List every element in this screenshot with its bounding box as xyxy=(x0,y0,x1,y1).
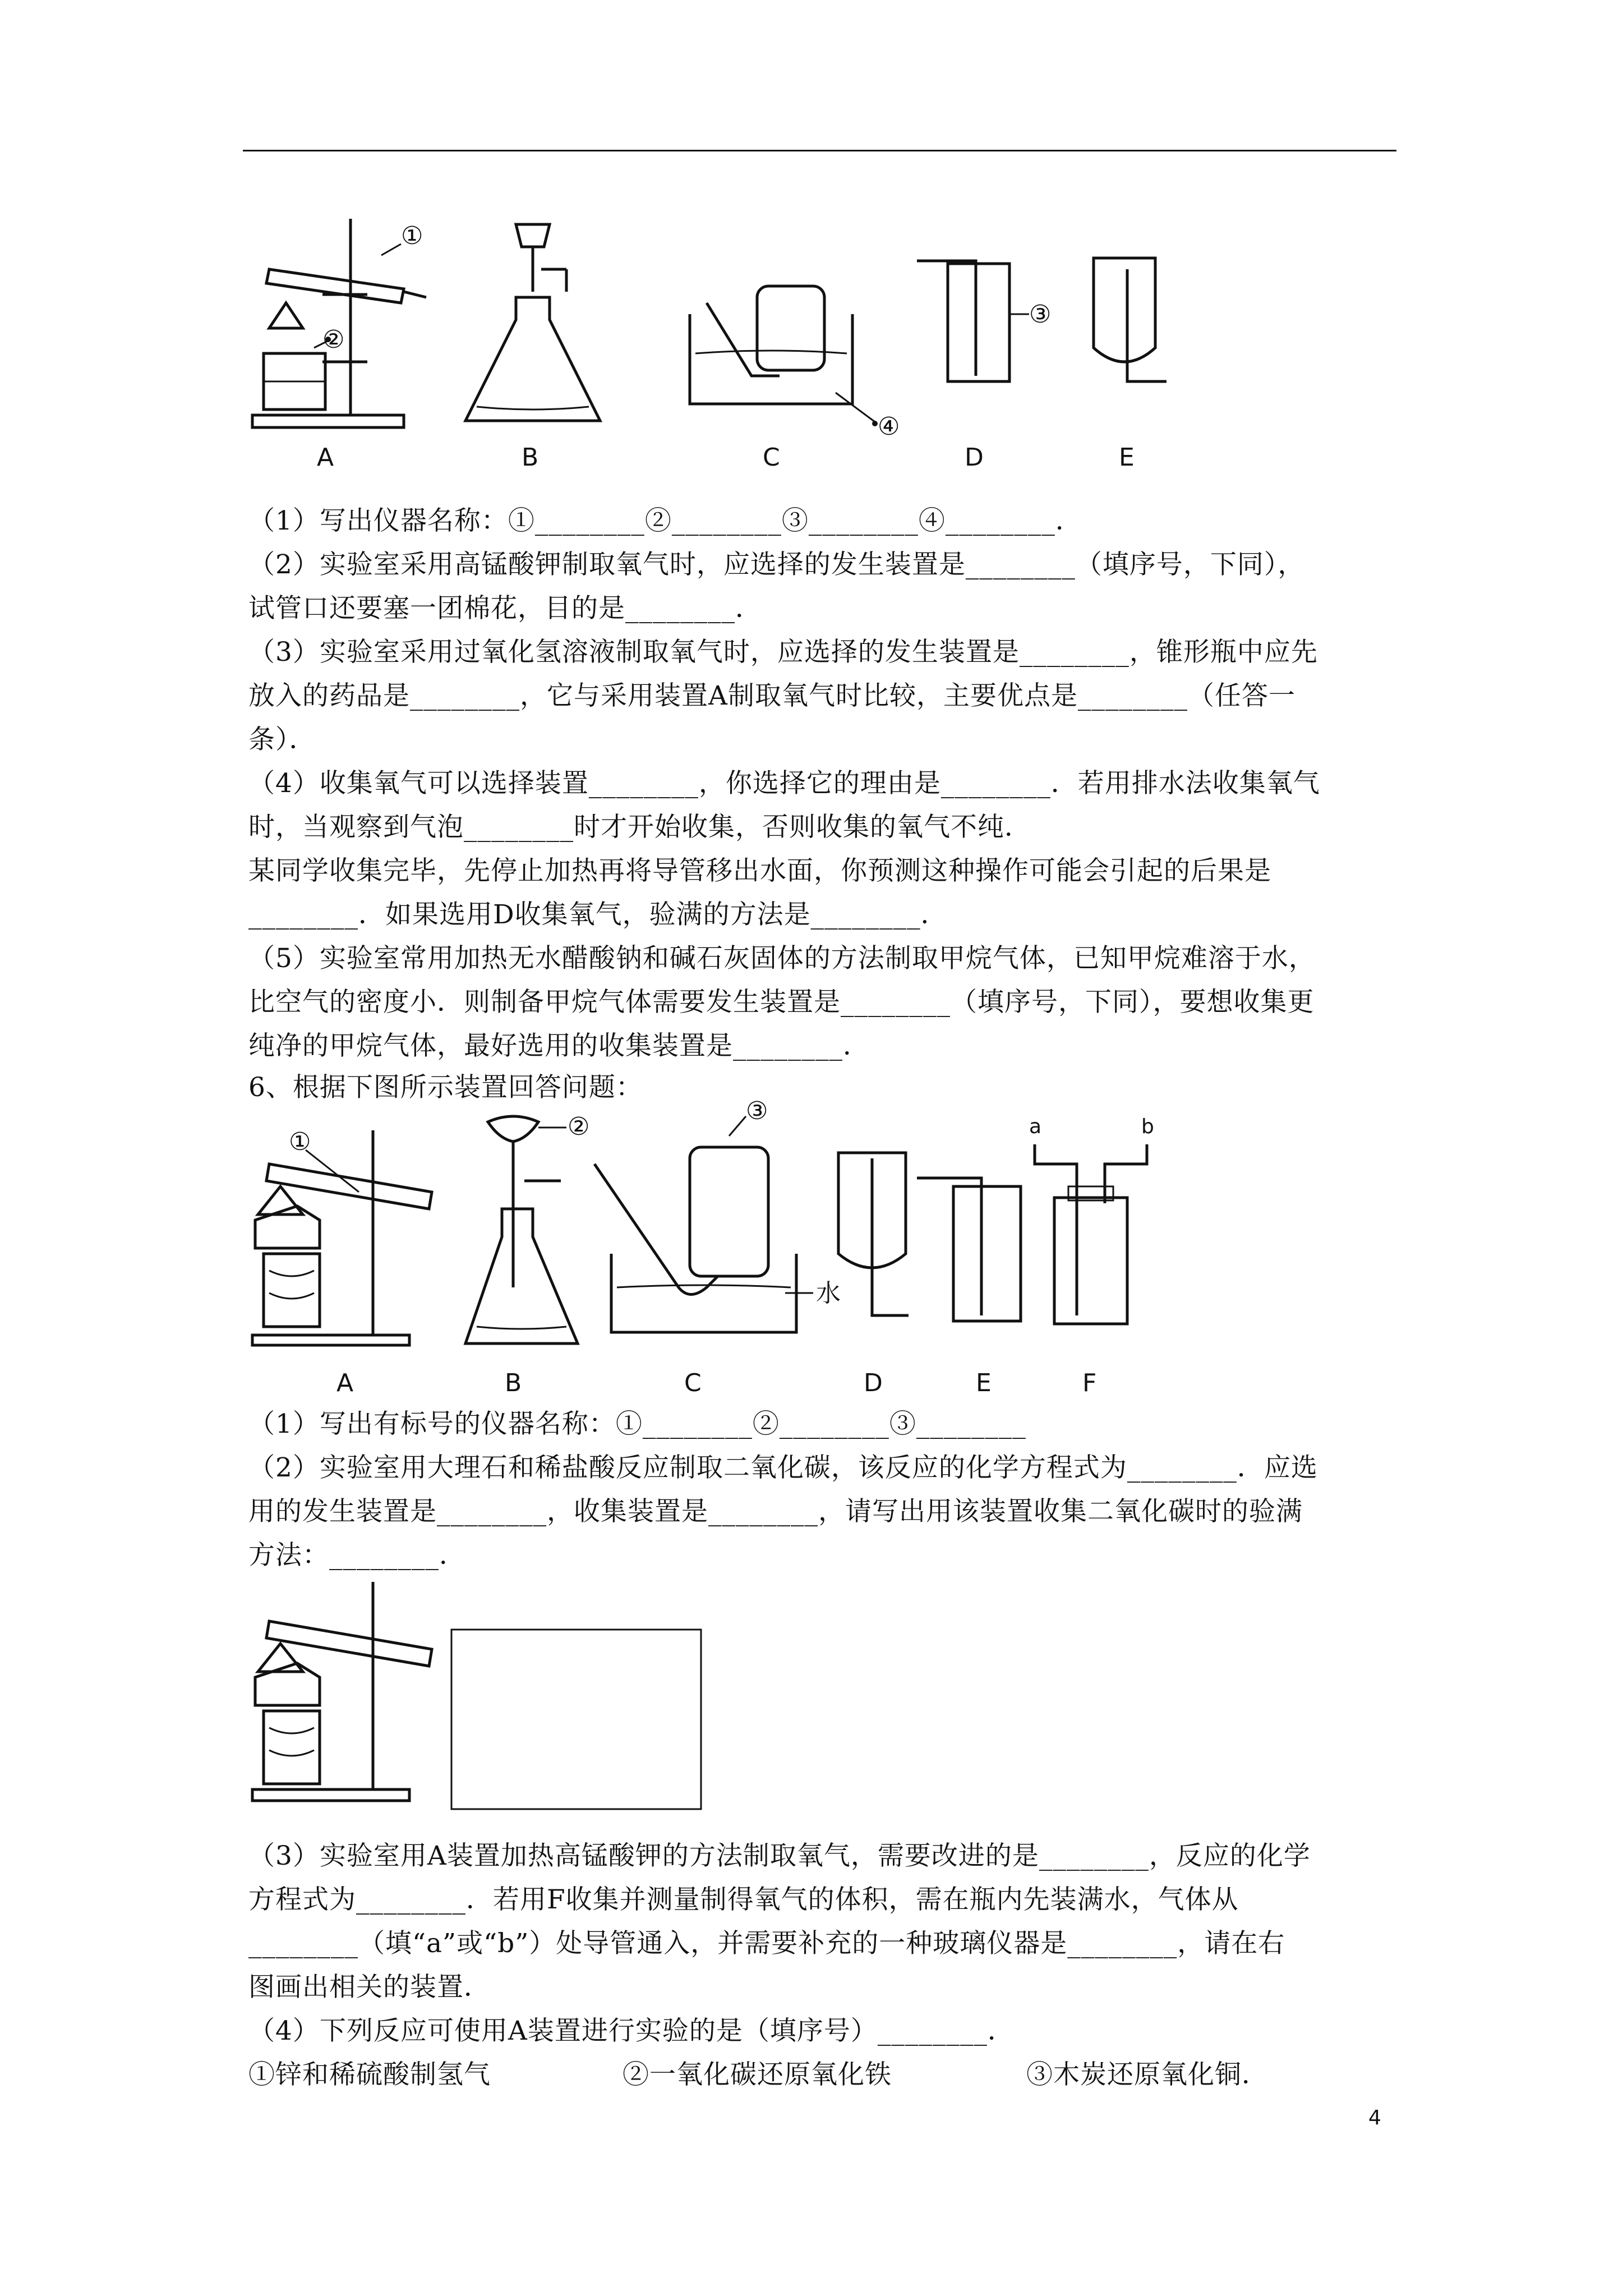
q6-marker-3: ③ xyxy=(746,1097,768,1125)
label-e: E xyxy=(1119,443,1135,472)
q6-line-1: （1）写出有标号的仪器名称：①________②________③________ xyxy=(248,1409,1026,1439)
q6-option-2: ②一氧化碳还原氧化铁 xyxy=(623,2059,892,2090)
marker-3: ③ xyxy=(1029,300,1052,329)
apparatus-e2-drawing xyxy=(917,1178,1021,1321)
water-label: 水 xyxy=(816,1279,841,1308)
q6-line-4: 方法：________． xyxy=(248,1540,466,1571)
q6-line-8: 图画出相关的装置． xyxy=(248,1972,491,2003)
label-b: B xyxy=(522,443,539,472)
q6-label-e: E xyxy=(976,1369,992,1397)
figure-apparatus-3 xyxy=(247,1582,718,1818)
apparatus-c2-drawing xyxy=(594,1116,813,1332)
q6-line-7: ________（填“a”或“b”）处导管通入，并需要补充的一种玻璃仪器是________，请在右 xyxy=(248,1928,1285,1959)
apparatus-b2-drawing xyxy=(465,1116,578,1343)
label-d: D xyxy=(965,443,984,472)
apparatus-e-drawing xyxy=(1094,258,1166,381)
marker-1: ① xyxy=(401,222,423,250)
page-number: 4 xyxy=(1368,2106,1381,2129)
q6-option-1: ①锌和稀硫酸制氢气 xyxy=(248,2059,491,2090)
apparatus-c-drawing xyxy=(690,286,878,426)
label-c: C xyxy=(763,443,780,472)
q5-line-8: 时，当观察到气泡________时才开始收集，否则收集的氧气不纯． xyxy=(248,812,1031,843)
port-a-label: a xyxy=(1029,1115,1042,1138)
q5-line-7: （4）收集氧气可以选择装置________，你选择它的理由是________．若用排水法收集氧气 xyxy=(248,768,1320,799)
q5-line-9: 某同学收集完毕，先停止加热再将导管移出水面，你预测这种操作可能会引起的后果是 xyxy=(248,855,1271,886)
q6-label-c: C xyxy=(684,1369,702,1397)
q5-line-4: （3）实验室采用过氧化氢溶液制取氧气时，应选择的发生装置是________，锥形瓶中应先 xyxy=(248,637,1318,668)
label-a: A xyxy=(317,443,334,472)
figure-apparatus-1 xyxy=(247,213,1200,482)
q6-label-b: B xyxy=(505,1369,522,1397)
marker-2: ② xyxy=(322,325,345,354)
apparatus-d2-drawing xyxy=(838,1153,909,1315)
figure-apparatus-2 xyxy=(247,1097,1256,1400)
q5-line-13: 纯净的甲烷气体，最好选用的收集装置是________． xyxy=(248,1030,870,1061)
apparatus-f2-drawing xyxy=(1035,1144,1147,1324)
q6-line-5: （3）实验室用A装置加热高锰酸钾的方法制取氧气，需要改进的是________，反应的化学 xyxy=(248,1841,1311,1871)
q6-option-3: ③木炭还原氧化铜． xyxy=(1026,2059,1269,2090)
q6-label-a: A xyxy=(336,1369,354,1397)
q5-line-1: （1）写出仪器名称：①________②________③________④________． xyxy=(248,505,1082,536)
q5-line-6: 条）． xyxy=(248,724,316,755)
q5-line-11: （5）实验室常用加热无水醋酸钠和碱石灰固体的方法制取甲烷气体，已知甲烷难溶于水， xyxy=(248,943,1316,974)
q6-marker-2: ② xyxy=(568,1112,590,1141)
q5-line-2: （2）实验室采用高锰酸钾制取氧气时，应选择的发生装置是________（填序号，下同）， xyxy=(248,549,1305,580)
q6-label-f: F xyxy=(1082,1369,1097,1397)
q5-line-10: ________．如果选用D收集氧气，验满的方法是________． xyxy=(248,899,948,930)
q6-line-3: 用的发生装置是________，收集装置是________，请写出用该装置收集二氧化碳时的验满 xyxy=(248,1496,1303,1527)
q6-label-d: D xyxy=(864,1369,883,1397)
port-b-label: b xyxy=(1141,1115,1154,1138)
q5-line-5: 放入的药品是________，它与采用装置A制取氧气时比较，主要优点是________（任答一 xyxy=(248,680,1295,711)
q6-line-6: 方程式为________．若用F收集并测量制得氧气的体积，需在瓶内先装满水，气体从 xyxy=(248,1884,1239,1915)
q5-line-3: 试管口还要塞一团棉花，目的是________． xyxy=(248,593,762,624)
drawing-box xyxy=(451,1630,701,1809)
marker-4: ④ xyxy=(878,412,900,441)
q6-marker-1: ① xyxy=(289,1128,311,1156)
apparatus-a-drawing xyxy=(252,219,426,427)
header-rule xyxy=(243,150,1396,151)
q6-line-9: （4）下列反应可使用A装置进行实验的是（填序号）________． xyxy=(248,2016,1015,2046)
q5-line-12: 比空气的密度小．则制备甲烷气体需要发生装置是________（填序号，下同），要想收集更 xyxy=(248,987,1315,1018)
apparatus-d-drawing xyxy=(917,261,1029,381)
q6-line-2: （2）实验室用大理石和稀盐酸反应制取二氧化碳，该反应的化学方程式为________．应选 xyxy=(248,1452,1318,1483)
q6-title: 6、根据下图所示装置回答问题： xyxy=(248,1072,643,1103)
apparatus-b-drawing xyxy=(465,224,600,421)
apparatus-a2-drawing xyxy=(252,1130,432,1345)
apparatus-a3-drawing xyxy=(252,1582,432,1801)
